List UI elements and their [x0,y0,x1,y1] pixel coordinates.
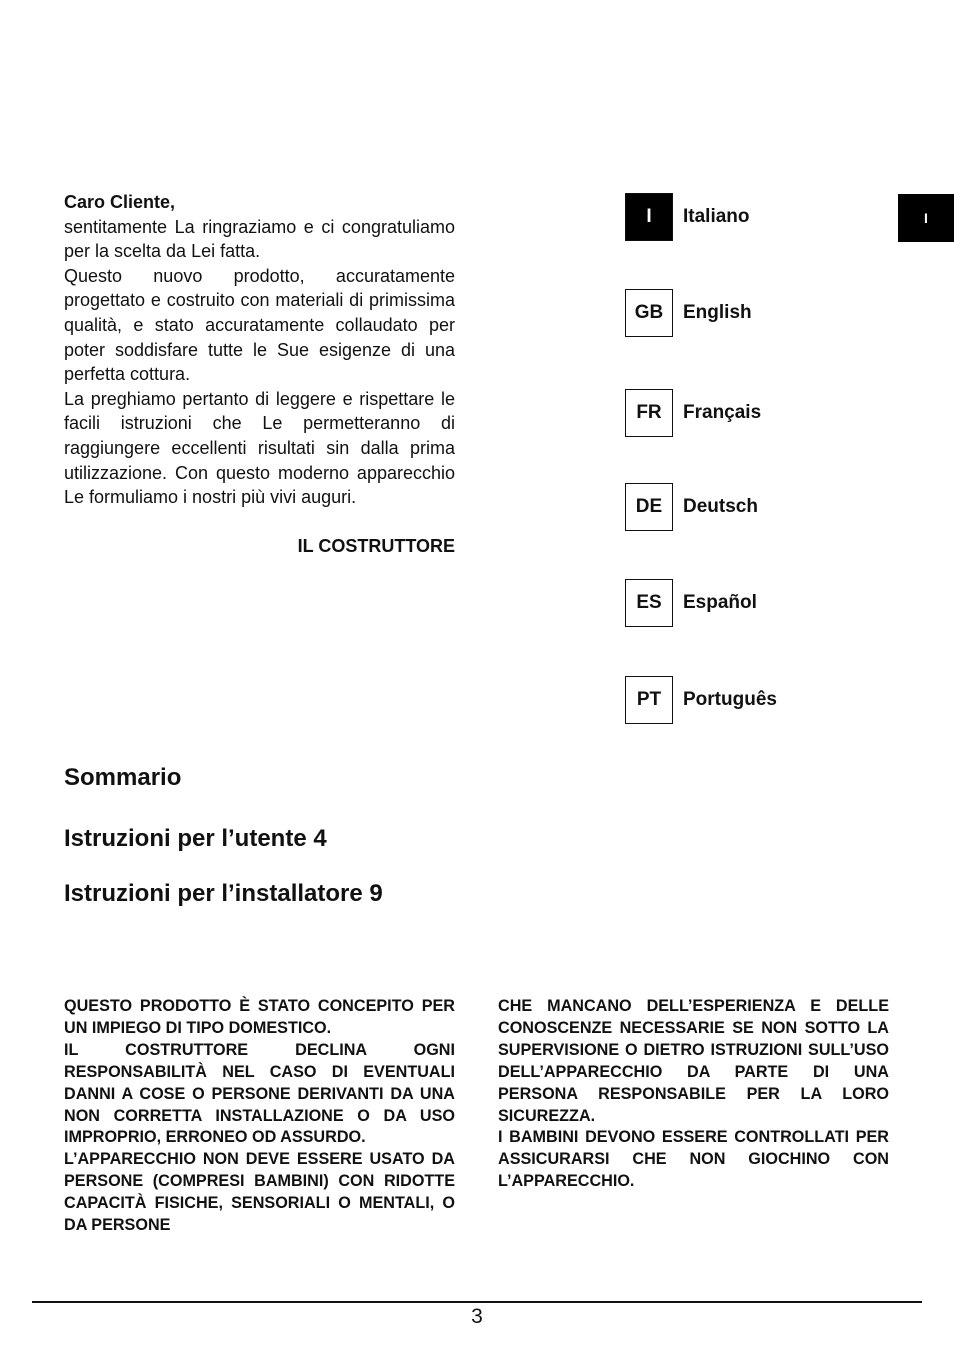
warning-paragraph: L’APPARECCHIO NON DEVE ESSERE USATO DA PERSONE (COMPRESI BAMBINI) CON RIDOTTE CAPACITÀ FISICHE, SENSORIALI O MENTALI, O DA PERSONE [64,1150,455,1235]
language-name: Italiano [683,206,750,227]
warning-paragraph: I BAMBINI DEVONO ESSERE CONTROLLATI PER ASSICURARSI CHE NON GIOCHINO CON L’APPARECCHIO. [498,1128,889,1191]
language-item-francais[interactable] [625,389,761,437]
toc-item-installer-instructions[interactable]: Istruzioni per l’installatore 9 [64,880,383,907]
letter-signature: IL COSTRUTTORE [297,535,455,556]
warning-column-right [498,996,889,1193]
footer-divider [32,1301,922,1303]
warning-paragraph: IL COSTRUTTORE DECLINA OGNI RESPONSABILITÀ NEL CASO DI EVENTUALI DANNI A COSE O PERSONE DERIVANTI DA UNA NON CORRETTA INSTALLAZIONE O DA USO IMPROPRIO, ERRONEO OD ASSURDO. [64,1040,455,1147]
language-item-deutsch[interactable] [625,483,758,531]
letter-paragraph: La preghiamo pertanto di leggere e rispettare le facili istruzioni che Le permetteranno di raggiungere eccellenti risultati sin dalla prima utilizzazione. Con questo moderno apparecchio Le formuliamo i nostri più vivi auguri. [64,388,455,508]
letter-paragraph: Questo nuovo prodotto, accuratamente progettato e costruito con materiali di primissima qualità, e stato accuratamente collaudato per poter soddisfare tutte le Sue esigenze di una perfetta cottura. [64,265,455,385]
language-name: English [683,302,752,323]
language-item-italiano[interactable] [625,193,750,241]
toc-item-user-instructions[interactable]: Istruzioni per l’utente 4 [64,825,327,852]
language-code-badge: I [625,193,673,241]
side-language-tab: I [898,194,954,242]
warning-column-left [64,996,455,1237]
page-number: 3 [471,1305,483,1328]
letter-greeting: Caro Cliente, [64,192,176,212]
toc-title: Sommario [64,764,182,791]
language-code-badge: ES [625,579,673,627]
language-code-badge: PT [625,676,673,724]
language-code-badge: FR [625,389,673,437]
warning-paragraph: QUESTO PRODOTTO È STATO CONCEPITO PER UN IMPIEGO DI TIPO DOMESTICO. [64,997,455,1037]
language-name: Français [683,402,762,423]
language-name: Deutsch [683,496,758,517]
language-code-badge: DE [625,483,673,531]
language-name: Español [683,592,757,613]
language-item-espanol[interactable] [625,579,757,627]
warning-paragraph: CHE MANCANO DELL’ESPERIENZA E DELLE CONOSCENZE NECESSARIE SE NON SOTTO LA SUPERVISIONE O DIETRO ISTRUZIONI SULL’USO DELL’APPARECCHIO DA PARTE DI UNA PERSONA RESPONSABILE PER LA LORO SICUREZZA. [498,997,889,1125]
language-item-english[interactable] [625,289,752,337]
language-list [625,0,925,760]
language-name: Português [683,689,777,710]
letter-paragraph: sentitamente La ringraziamo e ci congratuliamo per la scelta da Lei fatta. [64,216,455,262]
intro-letter [64,190,455,558]
language-item-portugues[interactable] [625,676,777,724]
language-code-badge: GB [625,289,673,337]
